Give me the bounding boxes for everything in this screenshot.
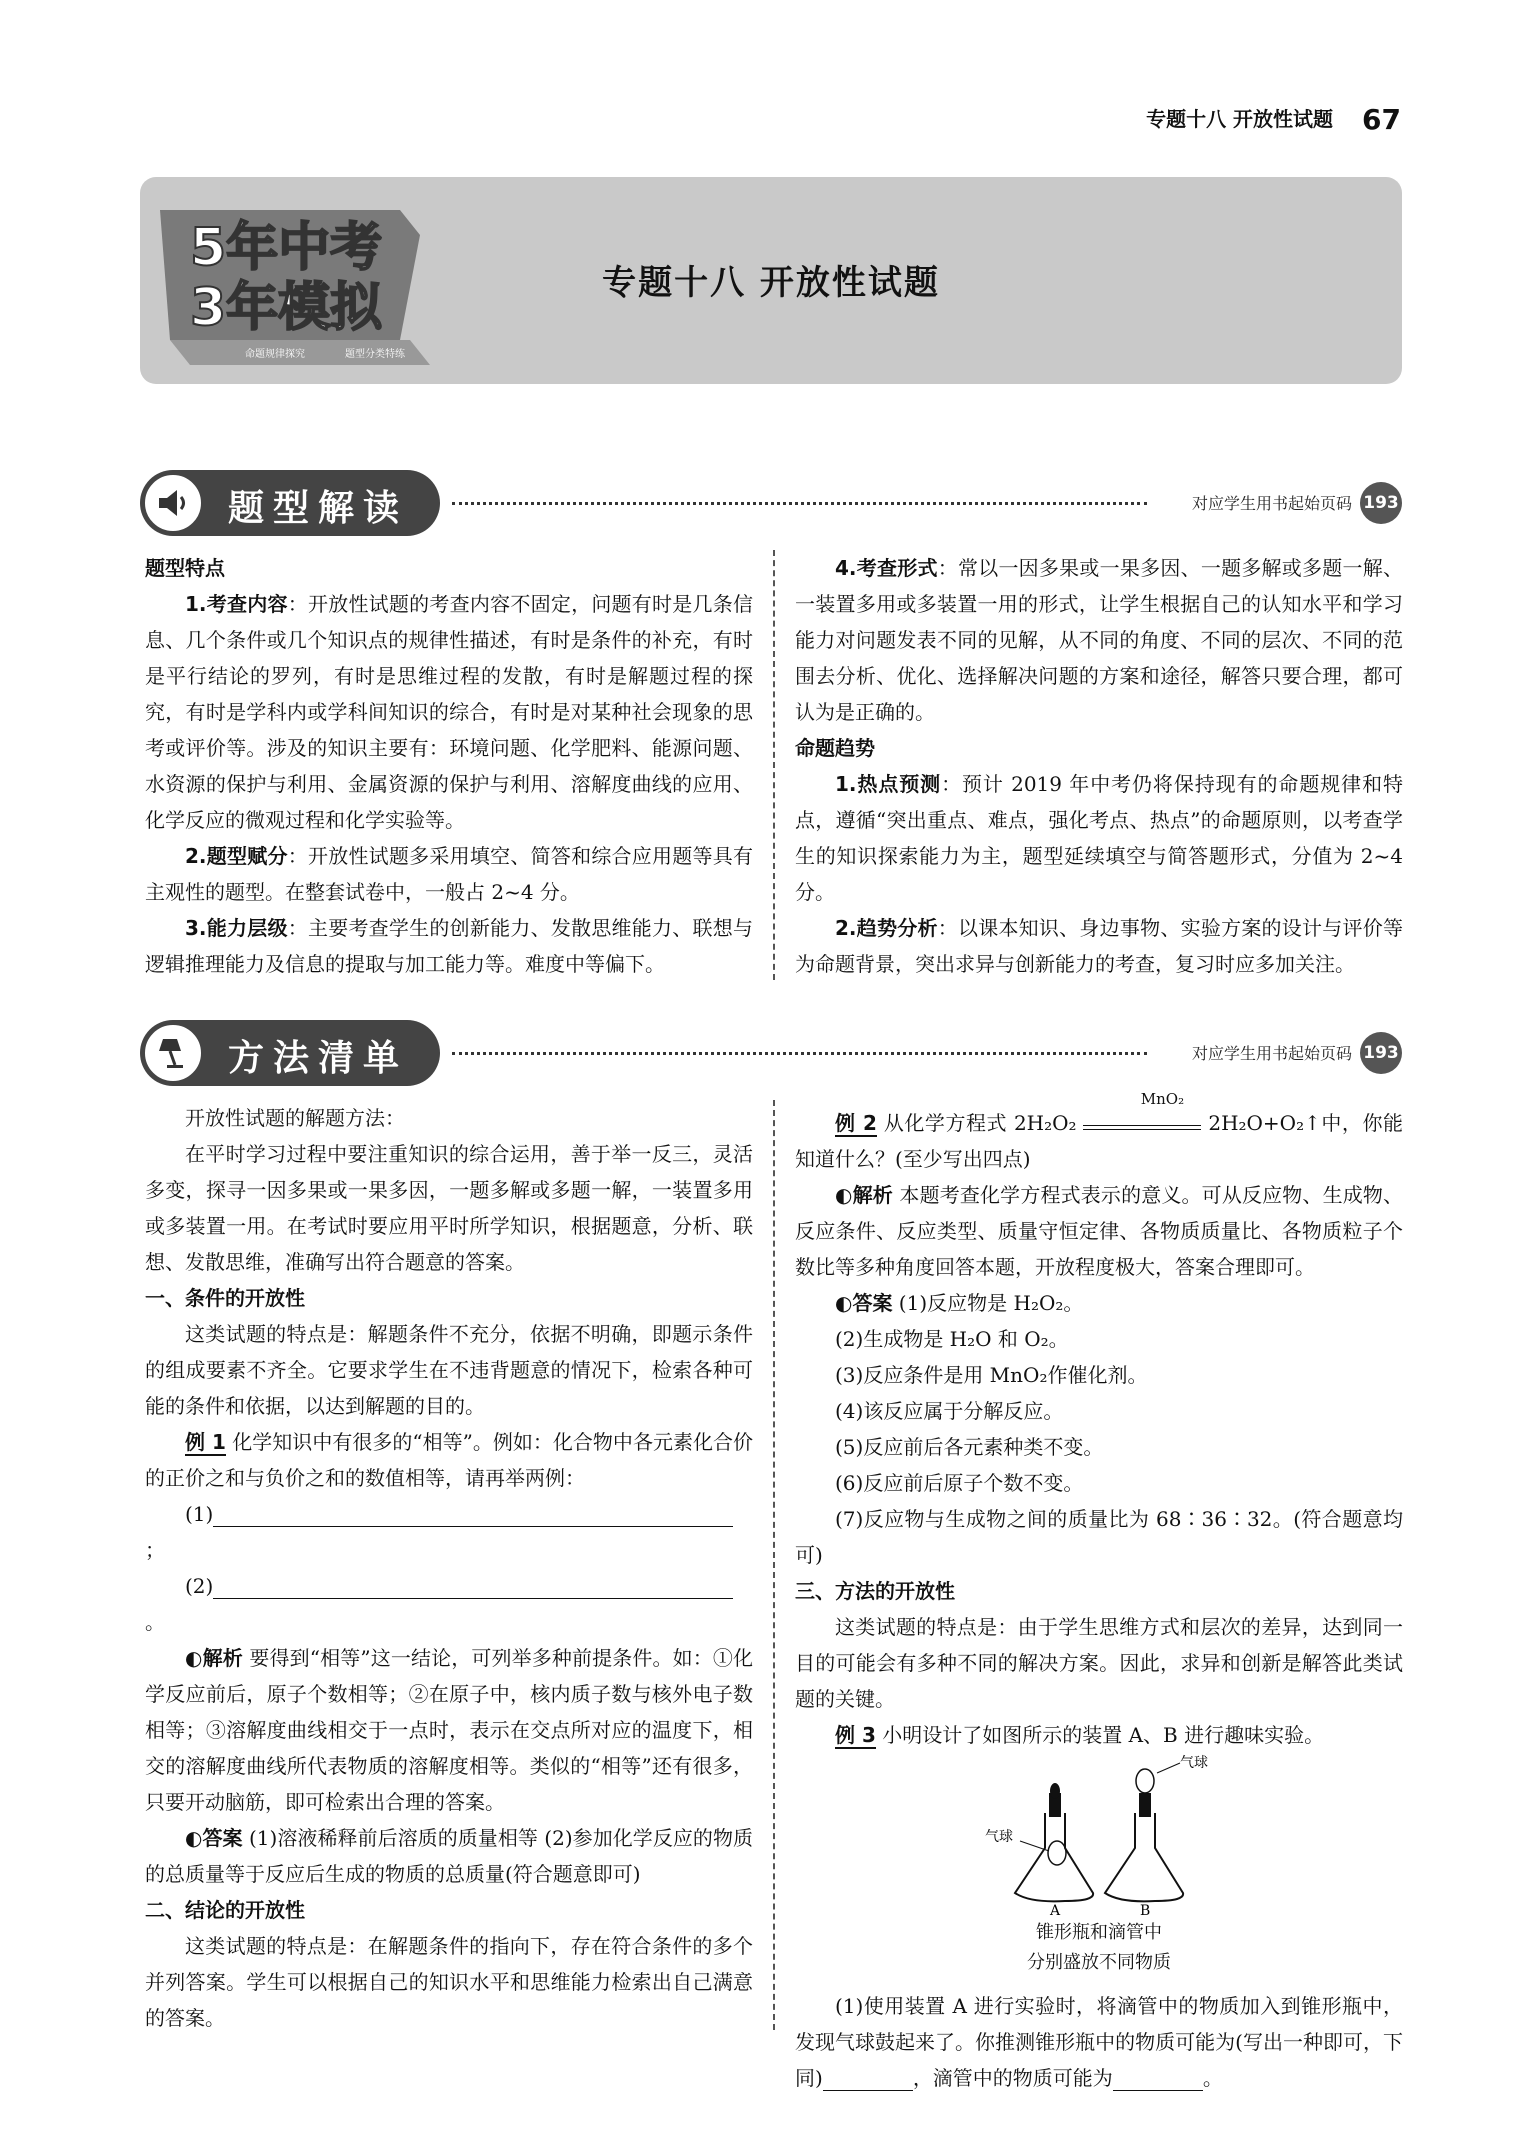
s2-left-column <box>145 1100 753 2036</box>
s2-right-column <box>795 1090 1404 2096</box>
paragraph: 在平时学习过程中要注重知识的综合运用，善于举一反三，灵活多变，探寻一因多果或一果多因，一题多解或多题一解，一装置多用或多装置一用。在考试时要应用平时所学知识，根据题意，分析、联想、发散思维，准确写出符合题意的答案。 <box>145 1142 753 1274</box>
answer-blank[interactable] <box>1113 2066 1203 2091</box>
answer-item: (3)反应条件是用 MnO₂作催化剂。 <box>835 1363 1148 1387</box>
running-head <box>1146 103 1401 136</box>
example-1: 例 1 化学知识中有很多的“相等”。例如：化合物中各元素化合价的正价之和与负价之和的数值相等，请再举两例： <box>145 1430 753 1490</box>
example-2: 例 2 从化学方程式 2H₂O₂ MnO₂ 2H₂O+O₂↑中，你能知道什么？(至少写出四点) <box>795 1090 1403 1171</box>
lamp-icon <box>142 1022 204 1084</box>
s1-right-column <box>795 550 1403 982</box>
paragraph: 这类试题的特点是：解题条件不充分，依据不明确，即题示条件的组成要素不齐全。它要求学生在不违背题意的情况下，检索各种可能的条件和依据，以达到解题的目的。 <box>145 1322 753 1418</box>
flask-diagram <box>795 1753 1403 1918</box>
paragraph: 这类试题的特点是：在解题条件的指向下，存在符合条件的多个并列答案。学生可以根据自己的知识水平和思维能力检索出自己满意的答案。 <box>145 1934 753 2030</box>
flask-a-label: A <box>1050 1903 1061 1918</box>
paragraph: 1.考查内容：开放性试题的考查内容不固定，问题有时是几条信息、几个条件或几个知识点的规律性描述，有时是条件的补充，有时是平行结论的罗列，有时是思维过程的发散，有时是解题过程的探究，有时是学科内或学科间知识的综合，有时是对某种社会现象的思考或评价等。涉及的知识主要有：环境问题、化学肥料、能源问题、水资源的保护与利用、金属资源的保护与利用、溶解度曲线的应用、化学反应的微观过程和化学实验等。 <box>145 592 754 832</box>
section-title: 题型解读 <box>228 488 409 529</box>
answer-item: (7)反应物与生成物之间的质量比为 68∶36∶32。(符合题意均可) <box>795 1507 1403 1567</box>
chapter-title: 专题十八 开放性试题 <box>602 263 940 303</box>
section-header-interpretation <box>140 470 1402 540</box>
paragraph: 2.题型赋分：开放性试题多采用填空、简答和综合应用题等具有主观性的题型。在整套试卷中，一般占 2~4 分。 <box>145 844 754 904</box>
answer-blank-1[interactable]: (1)； <box>145 1496 753 1568</box>
answer-item: (4)该反应属于分解反应。 <box>835 1399 1064 1423</box>
answer-item: (2)生成物是 H₂O 和 O₂。 <box>835 1327 1069 1351</box>
logo-small-right: 题型分类特练 <box>345 349 405 360</box>
paragraph: 1.热点预测：预计 2019 年中考仍将保持现有的命题规律和特点，遵循“突出重点、难点，强化考点、热点”的命题原则，以考查学生的知识探索能力为主，题型延续填空与简答题形式，分值为 2~4 分。 <box>795 772 1403 904</box>
figure-caption: 分别盛放不同物质 <box>1027 1952 1171 1973</box>
ref-label: 对应学生用书起始页码 <box>1191 494 1352 513</box>
flask-b-label: B <box>1140 1903 1151 1918</box>
logo-small-left: 命题规律探究 <box>245 349 305 360</box>
speaker-icon <box>142 472 204 534</box>
running-title: 专题十八 开放性试题 <box>1146 107 1334 131</box>
heading-condition: 一、条件的开放性 <box>145 1286 305 1310</box>
ref-page-badge: 193 <box>1360 482 1402 524</box>
section-title: 方法清单 <box>228 1038 409 1079</box>
answer-item: (6)反应前后原子个数不变。 <box>835 1471 1084 1495</box>
logo-line2: 3年模拟 <box>190 278 383 338</box>
reaction-arrow: MnO₂ <box>1083 1105 1201 1130</box>
figure-caption: 锥形瓶和滴管中 <box>1036 1922 1162 1943</box>
ref-page-badge: 193 <box>1360 1032 1402 1074</box>
section-header-methods <box>140 1020 1402 1090</box>
example-3-question-1: (1)使用装置 A 进行实验时，将滴管中的物质加入到锥形瓶中，发现气球鼓起来了。你推测锥形瓶中的物质可能为(写出一种即可，下同) ，滴管中的物质可能为 。 <box>795 1994 1403 2090</box>
ref-label: 对应学生用书起始页码 <box>1191 1044 1352 1063</box>
answer-blank[interactable] <box>823 2066 913 2091</box>
answer-2: ◐答案 (1)反应物是 H₂O₂。 <box>835 1291 1084 1315</box>
answer-1: ◐答案 (1)溶液稀释前后溶质的质量相等 (2)参加化学反应的物质的总质量等于反应后生成的物质的总质量(符合题意即可) <box>145 1826 754 1886</box>
apparatus-figure <box>795 1753 1403 1918</box>
heading-method: 三、方法的开放性 <box>795 1579 955 1603</box>
answer-item: (5)反应前后各元素种类不变。 <box>835 1435 1104 1459</box>
paragraph: 2.趋势分析：以课本知识、身边事物、实验方案的设计与评价等为命题背景，突出求异与创新能力的考查，复习时应多加关注。 <box>795 916 1404 976</box>
paragraph: 这类试题的特点是：由于学生思维方式和层次的差异，达到同一目的可能会有多种不同的解决方案。因此，求异和创新是解答此类试题的关键。 <box>795 1615 1403 1711</box>
paragraph: 4.考查形式：常以一因多果或一果多因、一题多解或多题一解、一装置多用或多装置一用的形式，让学生根据自己的认知水平和学习能力对问题发表不同的见解，从不同的角度、不同的层次、不同的范围去分析、优化、选择解决问题的方案和途径，解答只要合理，都可认为是正确的。 <box>795 556 1404 724</box>
heading-features: 题型特点 <box>145 556 225 580</box>
analysis-icon: ◐ <box>185 1646 203 1670</box>
logo-line1: 5年中考 <box>190 218 383 278</box>
answer-icon: ◐ <box>835 1291 853 1315</box>
column-divider <box>773 550 775 980</box>
example-3: 例 3 小明设计了如图所示的装置 A、B 进行趣味实验。 <box>835 1723 1325 1747</box>
answer-icon: ◐ <box>185 1826 203 1850</box>
answer-blank-2[interactable]: (2)。 <box>145 1568 753 1640</box>
balloon-b-label: 气球 <box>1180 1755 1208 1771</box>
s1-left-column <box>145 550 753 982</box>
heading-trend: 命题趋势 <box>795 736 875 760</box>
paragraph: 开放性试题的解题方法： <box>185 1106 405 1130</box>
paragraph: 3.能力层级：主要考查学生的创新能力、发散思维能力、联想与逻辑推理能力及信息的提取与加工能力等。难度中等偏下。 <box>145 916 754 976</box>
analysis-icon: ◐ <box>835 1183 853 1207</box>
balloon-a-label: 气球 <box>985 1829 1013 1845</box>
heading-conclusion: 二、结论的开放性 <box>145 1898 305 1922</box>
column-divider <box>773 1100 775 2030</box>
page-number: 67 <box>1362 103 1401 136</box>
analysis-2: ◐解析 本题考查化学方程式表示的意义。可从反应物、生成物、反应条件、反应类型、质量守恒定律、各物质质量比、各物质粒子个数比等多种角度回答本题，开放程度极大，答案合理即可。 <box>795 1183 1404 1279</box>
analysis-1: ◐解析 要得到“相等”这一结论，可列举多种前提条件。如：①化学反应前后，原子个数相等；②在原子中，核内质子数与核外电子数相等；③溶解度曲线相交于一点时，表示在交点所对应的温度下，相交的溶解度曲线所代表物质的溶解度相等。类似的“相等”还有很多，只要开动脑筋，即可检索出合理的答案。 <box>145 1646 754 1814</box>
